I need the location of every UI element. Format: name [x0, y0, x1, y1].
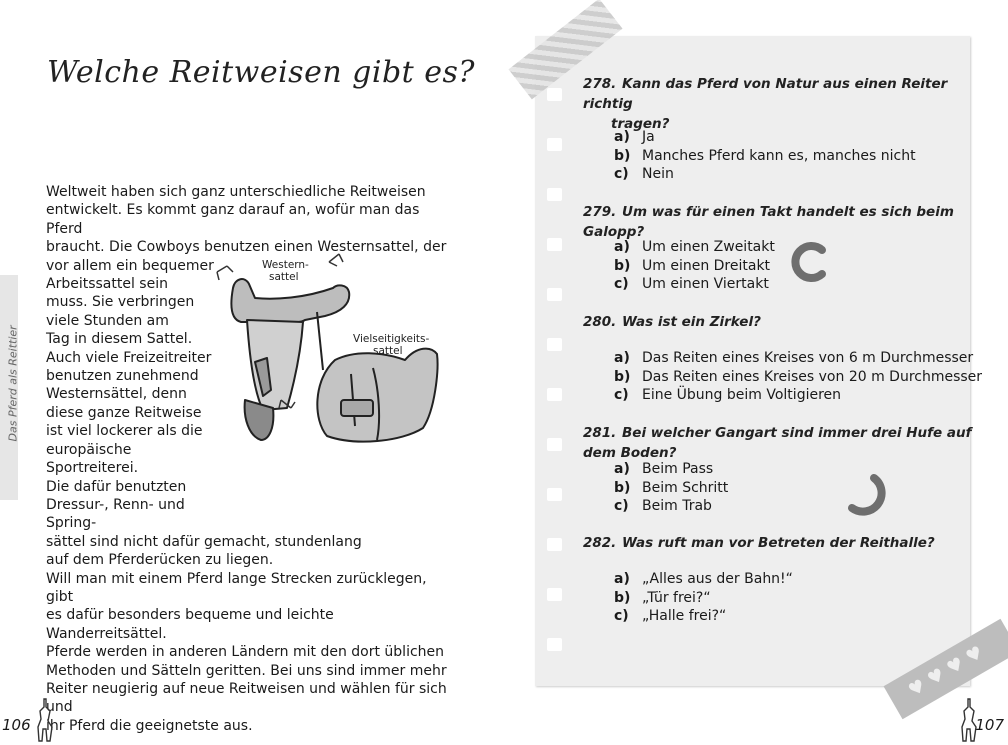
- text-line: entwickelt. Es kommt ganz darauf an, wofür man das Pferd: [46, 202, 420, 237]
- option-item: [614, 386, 982, 405]
- text-line: Arbeitssattel sein: [46, 276, 168, 293]
- heart-icons: ♥♥♥♥: [904, 638, 993, 702]
- option-text: Beim Pass: [642, 461, 714, 477]
- question-282: [583, 533, 973, 553]
- paper-hole: [547, 188, 562, 201]
- text-line: ihr Pferd die geeignetste aus.: [46, 717, 253, 734]
- question-text: Was ruft man vor Betreten der Reithalle?: [622, 535, 935, 551]
- page-number-right: 107: [975, 716, 1004, 734]
- option-text: Beim Schritt: [642, 479, 729, 496]
- text-line: Methoden und Sätteln geritten. Bei uns sind immer mehr: [46, 662, 447, 679]
- paper-hole: [547, 88, 562, 101]
- options-282: [614, 570, 793, 626]
- option-text: Das Reiten eines Kreises von 20 m Durchmesser: [642, 368, 983, 385]
- question-number: 279.: [583, 204, 617, 220]
- options-279: [614, 238, 775, 294]
- question-number: 281.: [583, 425, 617, 441]
- text-line: Will man mit einem Pferd lange Strecken zurücklegen, gibt: [46, 570, 427, 605]
- text-line: diese ganze Reitweise: [46, 404, 202, 421]
- saddle-label-western: Western-: [262, 259, 309, 271]
- text-line: Auch viele Freizeitreiter: [46, 349, 212, 366]
- option-letter: b): [614, 368, 631, 385]
- text-line: Reiter neugierig auf neue Reitweisen und wählen für sich und: [46, 680, 447, 716]
- option-letter: c): [614, 276, 629, 292]
- options-281: [614, 460, 728, 516]
- question-number: 280.: [583, 314, 617, 330]
- option-letter: a): [614, 461, 630, 477]
- question-279: [583, 202, 973, 242]
- options-280: [614, 349, 982, 405]
- option-text: „Halle frei?“: [642, 608, 727, 624]
- option-text: Beim Trab: [642, 498, 712, 514]
- paper-hole: [547, 638, 562, 651]
- paper-hole: [547, 538, 562, 551]
- option-letter: c): [614, 387, 629, 403]
- question-number: 282.: [583, 535, 617, 551]
- question-text-cont: tragen?: [611, 116, 670, 132]
- option-text: Nein: [642, 166, 674, 182]
- text-line: Pferde werden in anderen Ländern mit den dort üblichen: [46, 644, 445, 661]
- option-item: [614, 607, 793, 626]
- saddle-label-multi: Vielseitigkeits-: [353, 333, 430, 345]
- option-item: [614, 238, 775, 257]
- page-title: Welche Reitweisen gibt es?: [47, 55, 476, 90]
- option-item: [614, 479, 728, 498]
- question-text: Bei welcher Gangart sind immer drei Hufe auf dem Boden?: [583, 425, 972, 461]
- text-line: viele Stunden am: [46, 312, 169, 329]
- option-item: [614, 497, 728, 516]
- option-letter: a): [614, 350, 630, 366]
- text-line: sättel sind nicht dafür gemacht, stundenlang: [46, 533, 362, 550]
- paper-hole: [547, 288, 562, 301]
- paper-hole: [547, 338, 562, 351]
- option-item: [614, 368, 982, 387]
- paper-hole: [547, 588, 562, 601]
- text-line: europäische Sportreiterei.: [46, 441, 139, 477]
- text-line: es dafür besonders bequeme und leichte Wanderreitsättel.: [46, 607, 334, 642]
- question-text: Um was für einen Takt handelt es sich beim Galopp?: [583, 204, 954, 240]
- question-number: 278.: [583, 76, 617, 92]
- paper-hole: [547, 238, 562, 251]
- question-text: Kann das Pferd von Natur aus einen Reiter richtig: [583, 76, 948, 112]
- option-letter: b): [614, 257, 631, 274]
- horse-rider-icon: [32, 697, 58, 743]
- horseshoe-icon: [840, 470, 890, 518]
- option-item: [614, 257, 775, 276]
- options-278: [614, 128, 916, 184]
- question-281: [583, 423, 973, 463]
- paper-hole: [547, 488, 562, 501]
- option-text: Um einen Dreitakt: [642, 257, 771, 274]
- option-letter: b): [614, 589, 631, 606]
- option-letter: c): [614, 498, 629, 514]
- option-letter: c): [614, 166, 629, 182]
- text-line: Weltweit haben sich ganz unterschiedliche Reitweisen: [46, 184, 426, 200]
- option-text: „Tür frei?“: [642, 589, 711, 606]
- text-line: braucht. Die Cowboys benutzen einen Westernsattel, der: [46, 239, 447, 256]
- option-letter: a): [614, 571, 630, 587]
- option-letter: a): [614, 129, 630, 145]
- question-278: [583, 74, 973, 134]
- side-label: Das Pferd als Reittier: [6, 325, 20, 442]
- saddle-label-multi-2: sattel: [373, 345, 403, 357]
- option-text: „Alles aus der Bahn!“: [642, 571, 793, 587]
- option-text: Um einen Zweitakt: [642, 239, 775, 255]
- option-item: [614, 275, 775, 294]
- option-letter: b): [614, 479, 631, 496]
- option-item: [614, 349, 982, 368]
- option-item: [614, 570, 793, 589]
- paper-hole: [547, 388, 562, 401]
- text-line: vor allem ein bequemer: [46, 257, 214, 274]
- text-line: ist viel lockerer als die: [46, 423, 203, 440]
- option-text: Eine Übung beim Voltigieren: [642, 387, 842, 403]
- question-text: Was ist ein Zirkel?: [622, 314, 761, 330]
- horseshoe-icon: [786, 240, 830, 284]
- text-line: Die dafür benutzten: [46, 478, 187, 495]
- text-line: auf dem Pferderücken zu liegen.: [46, 552, 274, 569]
- paper-hole: [547, 438, 562, 451]
- option-item: [614, 165, 916, 184]
- option-text: Manches Pferd kann es, manches nicht: [642, 147, 916, 164]
- saddle-label-western-2: sattel: [269, 271, 299, 283]
- option-item: [614, 460, 728, 479]
- option-text: Ja: [642, 129, 655, 145]
- all-purpose-saddle-drawing: [317, 349, 437, 442]
- option-text: Das Reiten eines Kreises von 6 m Durchmesser: [642, 350, 974, 366]
- option-text: Um einen Viertakt: [642, 276, 769, 292]
- paper-hole: [547, 138, 562, 151]
- option-item: [614, 128, 916, 147]
- option-item: [614, 589, 793, 608]
- option-letter: b): [614, 147, 631, 164]
- text-line: Tag in diesem Sattel.: [46, 331, 193, 348]
- option-item: [614, 147, 916, 166]
- text-line: muss. Sie verbringen: [46, 294, 195, 311]
- text-line: Dressur-, Renn- und Spring-: [46, 496, 185, 532]
- question-280: [583, 312, 973, 332]
- side-label-wrap: [0, 325, 22, 450]
- page-number-left: 106: [2, 716, 31, 734]
- option-letter: c): [614, 608, 629, 624]
- text-line: benutzen zunehmend: [46, 368, 199, 385]
- option-letter: a): [614, 239, 630, 255]
- left-page: [0, 0, 500, 745]
- saddle-illustration: [205, 250, 445, 460]
- text-line: Westernsättel, denn: [46, 386, 187, 403]
